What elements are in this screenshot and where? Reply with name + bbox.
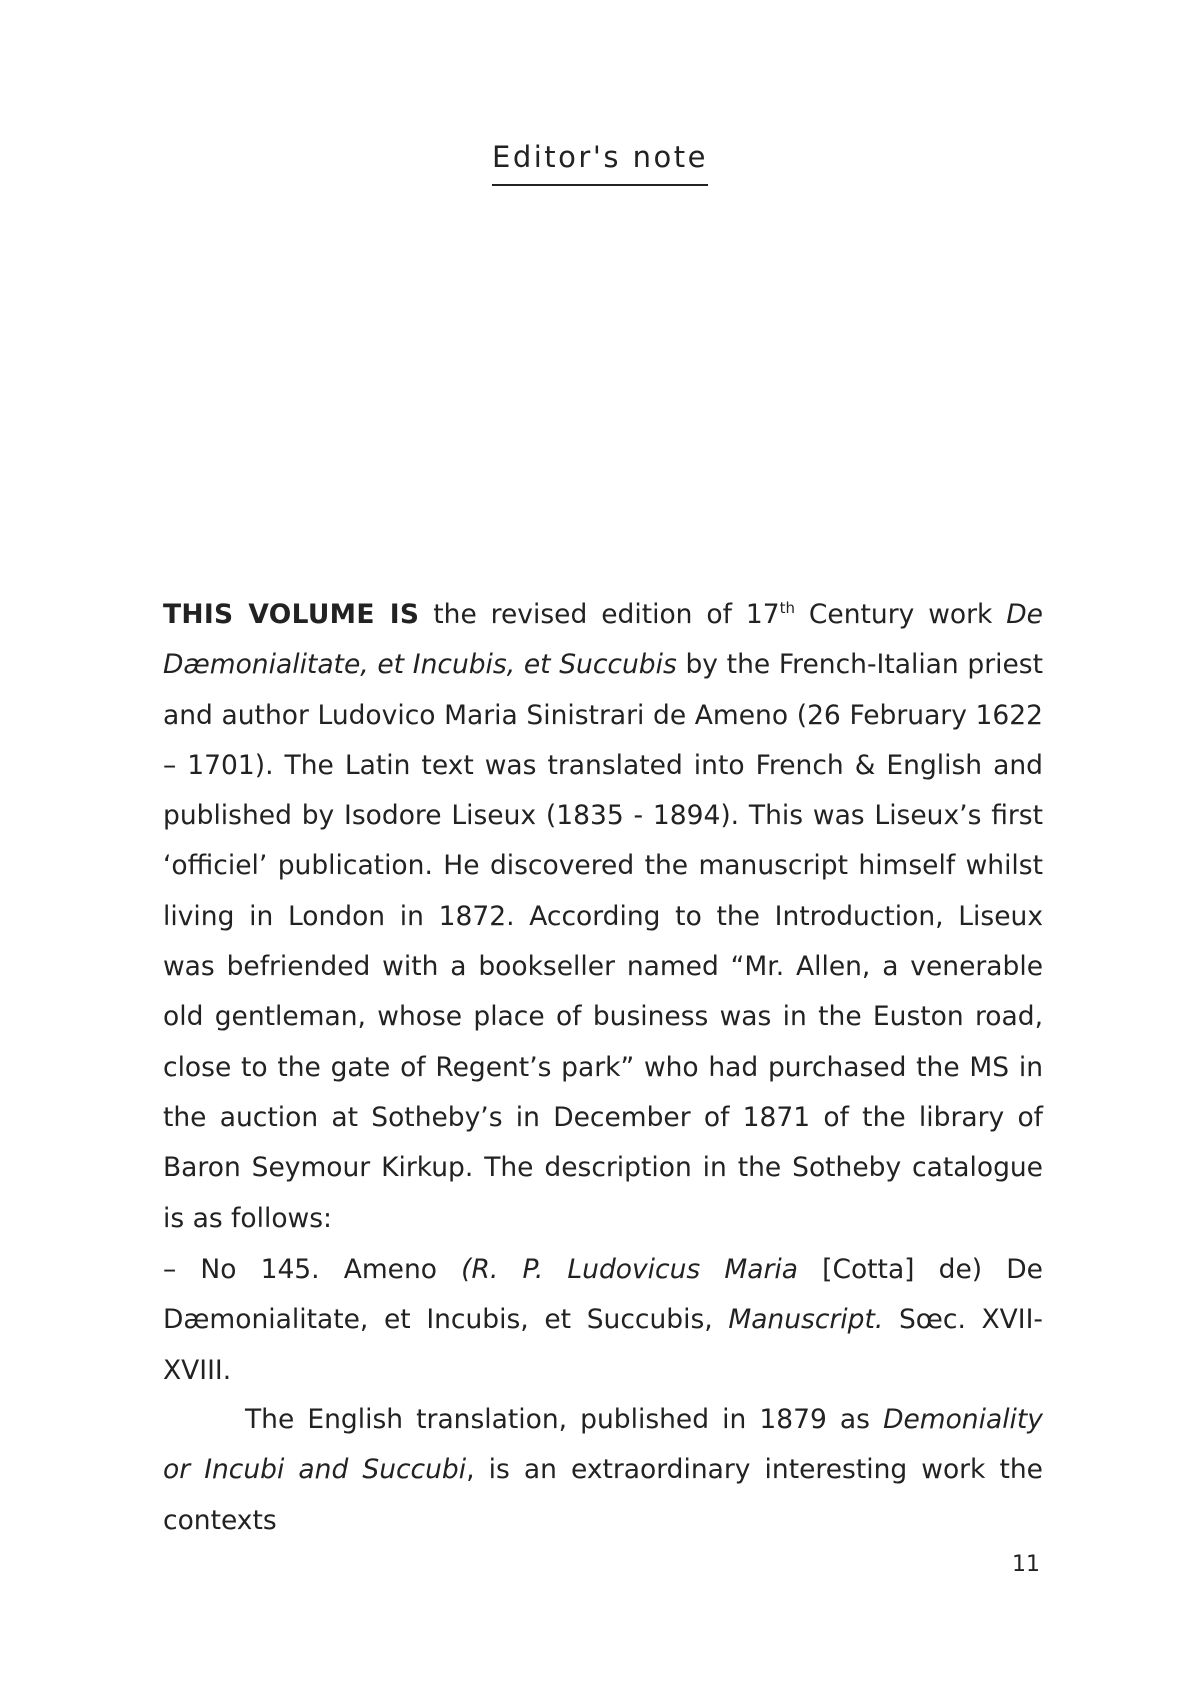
italic-run: Demoniality or Incubi and Succubi — [163, 1404, 1043, 1486]
text-run: , is an extraordinary interesting work the contexts — [163, 1454, 1043, 1536]
text-run: Century work — [794, 599, 1007, 630]
heading-container — [0, 140, 1200, 186]
page-title: Editor's note — [492, 140, 708, 186]
catalogue-entry-text — [163, 1245, 1043, 1396]
work-title: De Dæmonialitate, et Incubis, et Succubis — [163, 599, 1043, 681]
paragraph-translation — [163, 1395, 1043, 1546]
italic-run: Manuscript. — [728, 1304, 884, 1336]
text-run: [Cotta] de) De Dæmonialitate, et Incubis, et Succubis, — [163, 1254, 1043, 1336]
page-number: 11 — [1012, 1552, 1040, 1577]
superscript: th — [779, 599, 795, 618]
paragraph-lead-in: THIS VOLUME IS — [163, 599, 420, 630]
paragraph-intro-text — [163, 590, 1043, 1244]
paragraph-catalogue-entry — [163, 1245, 1043, 1396]
text-run: the revised edition of 17 — [419, 599, 780, 630]
text-run: Sœc. XVII-XVIII. — [163, 1304, 1043, 1386]
text-run: – No 145. Ameno — [163, 1254, 462, 1285]
translation-text — [163, 1395, 1043, 1546]
paragraph-intro — [163, 590, 1043, 1244]
text-run: The English translation, published in 1879 as — [245, 1404, 884, 1435]
italic-run: (R. P. Ludovicus Maria — [461, 1254, 798, 1285]
text-run: by the French-Italian priest and author Ludovico Maria Sinistrari de Ameno (26 February 1622 – 1701). The Latin text was translated into French & English and published by Isodore Liseux (1835 - 1894). This was Liseux’s first ‘officiel’ publication. He discovered the manuscript himself whilst living in London in 1872. According to the Introduction, Liseux was befriended with a bookseller named “Mr. Allen, a venerable old gentleman, whose place of business was in the Euston road, close to the gate of Regent’s park” who had purchased the MS in the auction at Sotheby’s in December of 1871 of the library of Baron Seymour Kirkup. The description in the Sotheby catalogue is as follows: — [163, 649, 1043, 1234]
